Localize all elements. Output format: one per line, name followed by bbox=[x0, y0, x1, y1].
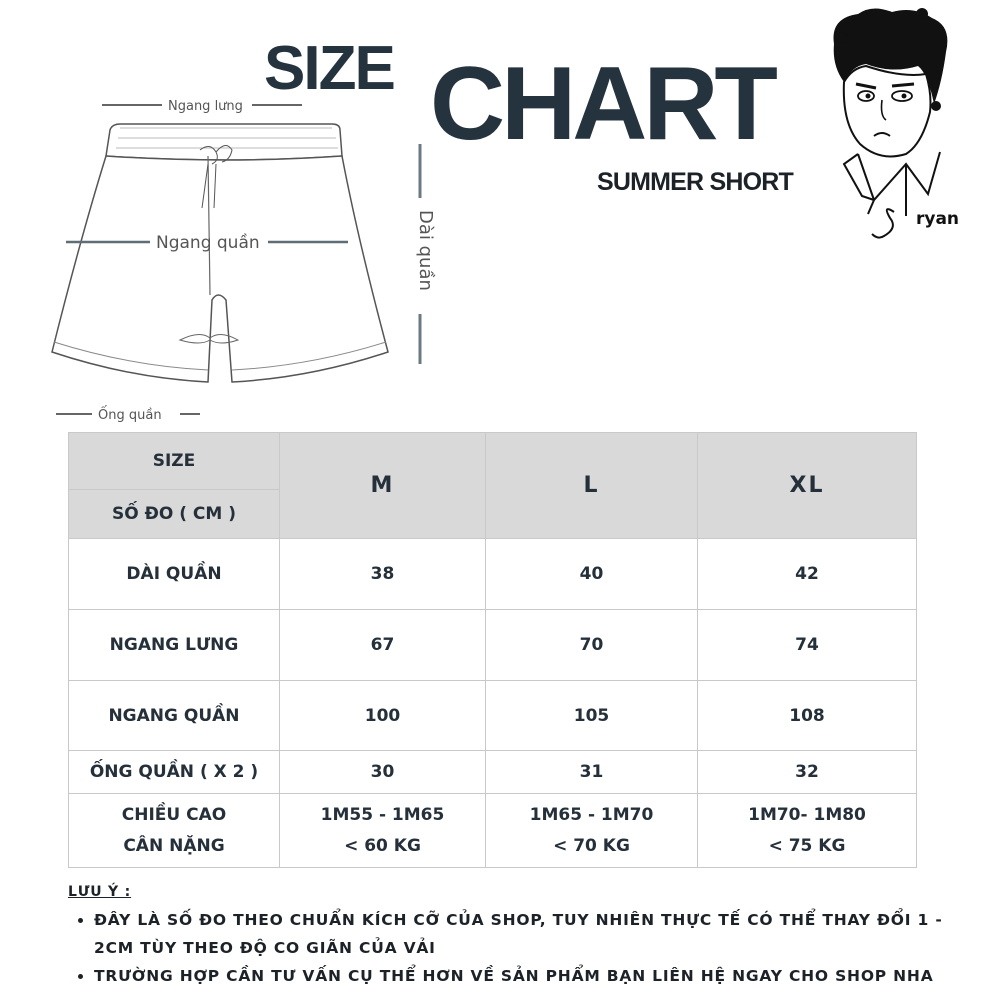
table-row-height-weight bbox=[69, 794, 917, 868]
row-label-weight: CÂN NẶNG bbox=[123, 835, 225, 856]
note-item: • ĐÂY LÀ SỐ ĐO THEO CHUẨN KÍCH CỠ CỦA SHOP, TUY NHIÊN THỰC TẾ CÓ THỂ THAY ĐỔI 1 - 2CM TÙY THEO ĐỘ CO GIÃN CỦA VẢI bbox=[94, 906, 948, 962]
notes-title: LƯU Ý : bbox=[68, 884, 132, 900]
row-label: DÀI QUẦN bbox=[69, 539, 280, 610]
length-label: Dài quần bbox=[415, 210, 436, 291]
note-item: • TRƯỜNG HỢP CẦN TƯ VẤN CỤ THỂ HƠN VỀ SẢN PHẨM BẠN LIÊN HỆ NGAY CHO SHOP NHA bbox=[94, 962, 948, 990]
weight-limit: < 70 KG bbox=[553, 835, 630, 856]
title-chart: CHART bbox=[430, 46, 774, 162]
table-cell bbox=[280, 794, 486, 868]
table-cell: 38 bbox=[280, 539, 486, 610]
notes-list bbox=[68, 906, 948, 990]
waist-measure bbox=[102, 99, 302, 114]
leg-measure bbox=[56, 406, 200, 423]
row-label-height-weight bbox=[69, 794, 280, 868]
header-size-label: SIZE bbox=[152, 451, 196, 471]
signature-mark bbox=[872, 209, 894, 238]
table-cell bbox=[698, 794, 917, 868]
header-measure-label: SỐ ĐO ( CM ) bbox=[69, 490, 280, 539]
leg-label: Ống quần bbox=[98, 408, 162, 423]
table-row bbox=[69, 751, 917, 794]
height-range: 1M65 - 1M70 bbox=[529, 804, 654, 825]
title-size: SIZE bbox=[264, 34, 394, 103]
avatar-illustration bbox=[822, 4, 982, 244]
table-header-row bbox=[69, 433, 917, 490]
table-row bbox=[69, 539, 917, 610]
size-l-header: L bbox=[486, 433, 698, 539]
table-cell: 70 bbox=[486, 610, 698, 681]
table-cell: 105 bbox=[486, 681, 698, 751]
waist-label: Ngang lưng bbox=[168, 99, 243, 114]
table-row bbox=[69, 681, 917, 751]
size-xl-header: XL bbox=[698, 433, 917, 539]
length-measure bbox=[415, 144, 436, 364]
table-cell: 40 bbox=[486, 539, 698, 610]
row-label: NGANG LƯNG bbox=[69, 610, 280, 681]
table-cell: 100 bbox=[280, 681, 486, 751]
height-range: 1M70- 1M80 bbox=[748, 804, 866, 825]
row-label-height: CHIỀU CAO bbox=[121, 804, 227, 825]
table-cell: 32 bbox=[698, 751, 917, 794]
table-cell: 74 bbox=[698, 610, 917, 681]
height-range: 1M55 - 1M65 bbox=[320, 804, 445, 825]
shorts-diagram bbox=[40, 90, 460, 430]
size-m-header: M bbox=[280, 433, 486, 539]
table-cell bbox=[486, 794, 698, 868]
brand-logo-text: ryan bbox=[916, 209, 960, 229]
size-table bbox=[68, 432, 917, 868]
weight-limit: < 60 KG bbox=[344, 835, 421, 856]
weight-limit: < 75 KG bbox=[768, 835, 846, 856]
hip-label: Ngang quần bbox=[156, 233, 260, 253]
table-cell: 108 bbox=[698, 681, 917, 751]
row-label: NGANG QUẦN bbox=[69, 681, 280, 751]
table-row bbox=[69, 610, 917, 681]
table-cell: 31 bbox=[486, 751, 698, 794]
subtitle: SUMMER SHORT bbox=[597, 168, 793, 196]
row-label: ỐNG QUẦN ( X 2 ) bbox=[69, 751, 280, 794]
header-size-label-cell bbox=[69, 433, 280, 490]
notes-section bbox=[68, 884, 948, 990]
table-cell: 30 bbox=[280, 751, 486, 794]
table-cell: 42 bbox=[698, 539, 917, 610]
table-cell: 67 bbox=[280, 610, 486, 681]
